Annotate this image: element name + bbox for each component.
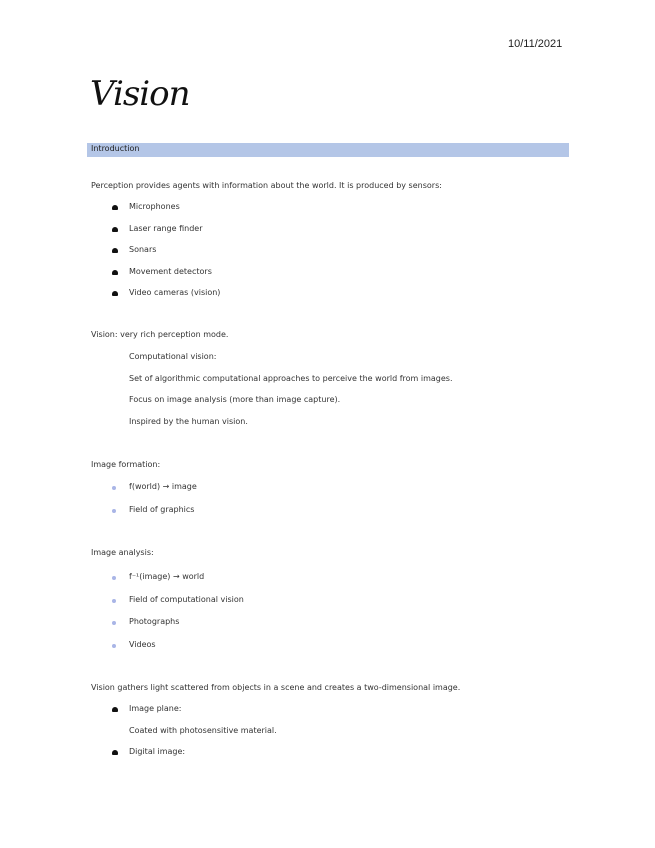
- indented-line: Computational vision:: [129, 352, 217, 361]
- list-item: Movement detectors: [129, 267, 212, 276]
- dot-bullet-icon: [112, 621, 116, 625]
- heart-bullet-icon: [112, 227, 118, 232]
- heart-bullet-icon: [112, 750, 118, 755]
- list-item: Digital image:: [129, 747, 186, 756]
- paragraph-vision-gathers: Vision gathers light scattered from objects in a scene and creates a two-dimensional image.: [91, 683, 461, 692]
- heart-bullet-icon: [112, 291, 118, 296]
- list-item: Video cameras (vision): [129, 288, 221, 297]
- heart-bullet-icon: [112, 270, 118, 275]
- list-item: Videos: [129, 640, 156, 649]
- heart-bullet-icon: [112, 707, 118, 712]
- page-title: Vision: [90, 74, 190, 114]
- list-item: Image plane:: [129, 704, 182, 713]
- list-item: Laser range finder: [129, 224, 203, 233]
- indented-line: Inspired by the human vision.: [129, 417, 248, 426]
- dot-bullet-icon: [112, 576, 116, 580]
- section-header: [87, 143, 569, 157]
- list-item: f(world) → image: [129, 482, 197, 491]
- list-item: Field of graphics: [129, 505, 195, 514]
- heart-bullet-icon: [112, 248, 118, 253]
- paragraph-image-analysis: Image analysis:: [91, 548, 154, 557]
- paragraph-vision: Vision: very rich perception mode.: [91, 330, 229, 339]
- section-title: Introduction: [91, 144, 140, 153]
- list-item: Microphones: [129, 202, 180, 211]
- indented-line: Coated with photosensitive material.: [129, 726, 277, 735]
- dot-bullet-icon: [112, 509, 116, 513]
- paragraph-perception: Perception provides agents with information about the world. It is produced by sensors:: [91, 181, 442, 190]
- document-date: 10/11/2021: [508, 38, 563, 50]
- dot-bullet-icon: [112, 599, 116, 603]
- paragraph-image-formation: Image formation:: [91, 460, 161, 469]
- list-item: Field of computational vision: [129, 595, 244, 604]
- heart-bullet-icon: [112, 205, 118, 210]
- list-item: Photographs: [129, 617, 180, 626]
- list-item: f⁻¹(image) → world: [129, 572, 205, 581]
- indented-line: Focus on image analysis (more than image capture).: [129, 395, 341, 404]
- dot-bullet-icon: [112, 486, 116, 490]
- indented-line: Set of algorithmic computational approaches to perceive the world from images.: [129, 374, 453, 383]
- list-item: Sonars: [129, 245, 157, 254]
- dot-bullet-icon: [112, 644, 116, 648]
